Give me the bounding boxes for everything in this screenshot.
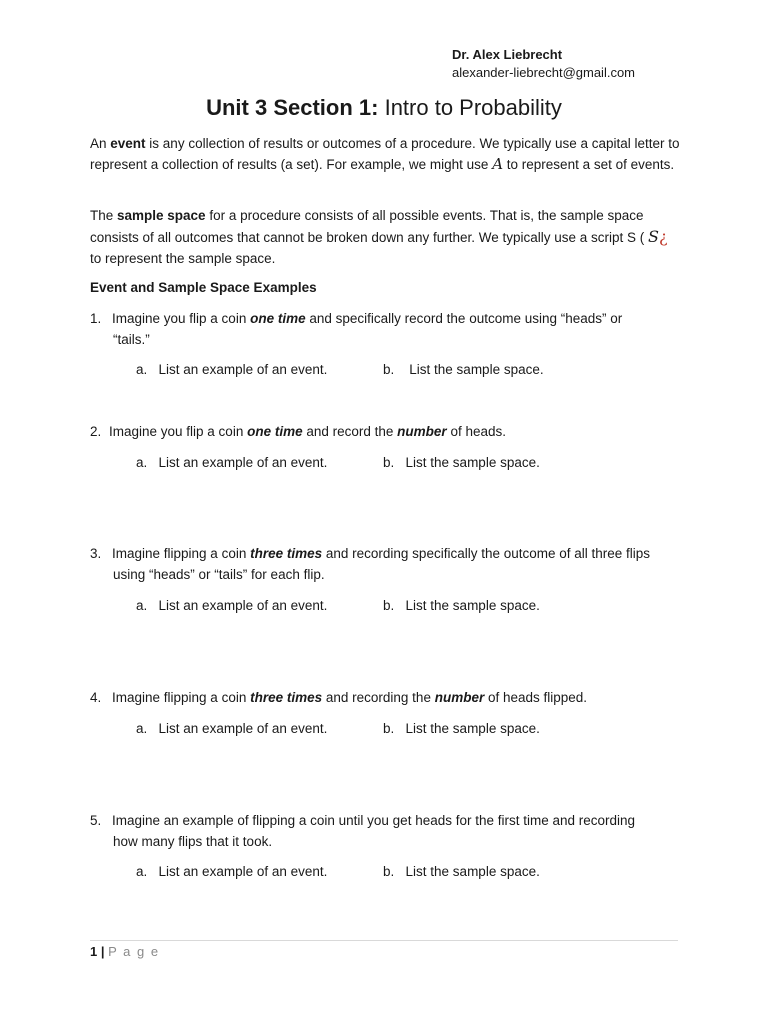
question-number: 5. — [90, 813, 102, 828]
question-text: of heads. — [446, 424, 506, 439]
question-3 — [90, 543, 680, 585]
examples-heading: Event and Sample Space Examples — [90, 280, 317, 295]
q5-sub-b — [383, 861, 540, 882]
page-footer — [90, 943, 160, 961]
sub-a-marker: a. — [136, 598, 148, 613]
question-number: 4. — [90, 690, 102, 705]
sub-a-marker: a. — [136, 455, 148, 470]
question-2 — [90, 421, 680, 442]
question-text: Imagine an example of flipping a coin until you get heads for the first time and recording — [112, 813, 636, 828]
event-term: event — [110, 136, 146, 151]
sample-space-definition — [90, 205, 680, 269]
title-topic: Intro to Probability — [384, 95, 562, 120]
sub-b-marker: b. — [383, 362, 395, 377]
sub-a-text: List an example of an event. — [158, 598, 328, 613]
question-text: Imagine you flip a coin — [112, 311, 251, 326]
question-text: Imagine flipping a coin — [112, 690, 251, 705]
q4-sub-a — [136, 718, 327, 739]
q3-sub-b — [383, 595, 540, 616]
sample-symbol: S — [648, 227, 660, 246]
question-text-line2: “tails.” — [113, 332, 150, 347]
sub-a-marker: a. — [136, 864, 148, 879]
question-emphasis: one time — [247, 424, 303, 439]
sub-b-text: List the sample space. — [405, 721, 540, 736]
question-5 — [90, 810, 680, 852]
question-emphasis: number — [434, 690, 485, 705]
author-name: Dr. Alex Liebrecht — [452, 47, 563, 62]
question-4 — [90, 687, 680, 708]
sub-b-text: List the sample space. — [409, 362, 544, 377]
event-text-3: to represent a set of events. — [503, 157, 675, 172]
footer-separator: | — [100, 944, 105, 959]
footer-divider — [90, 940, 678, 941]
question-emphasis: three times — [250, 546, 323, 561]
question-number: 1. — [90, 311, 102, 326]
question-text: and record the — [302, 424, 398, 439]
sub-b-text: List the sample space. — [405, 455, 540, 470]
event-definition — [90, 133, 680, 175]
q4-sub-b — [383, 718, 540, 739]
sub-b-marker: b. — [383, 455, 395, 470]
q5-sub-a — [136, 861, 327, 882]
event-symbol: A — [492, 155, 504, 173]
sample-text-2: for a procedure consists of all possible events. That is, the sample space consists of all outcomes that cannot be broken down any further. We typically use a script S ( — [90, 208, 645, 245]
question-text: and specifically record the outcome using “heads” or — [305, 311, 623, 326]
sub-a-marker: a. — [136, 362, 148, 377]
page-title — [0, 94, 768, 122]
title-unit: Unit 3 Section 1: — [206, 95, 379, 120]
q3-sub-a — [136, 595, 327, 616]
question-text: of heads flipped. — [484, 690, 588, 705]
q2-sub-b — [383, 452, 540, 473]
event-text-2: is any collection of results or outcomes of a procedure. We typically use a capital letter to represent a collection of results (a set). For example, we might use — [90, 136, 680, 172]
page-label: P a g e — [108, 944, 160, 959]
q2-sub-a — [136, 452, 327, 473]
sub-a-text: List an example of an event. — [158, 362, 328, 377]
question-text: Imagine flipping a coin — [112, 546, 251, 561]
sub-b-marker: b. — [383, 598, 395, 613]
sample-text-3: to represent the sample space. — [90, 251, 276, 266]
sub-a-marker: a. — [136, 721, 148, 736]
question-text-line2: using “heads” or “tails” for each flip. — [113, 567, 325, 582]
sample-term: sample space — [117, 208, 206, 223]
question-1 — [90, 308, 680, 350]
sub-a-text: List an example of an event. — [158, 721, 328, 736]
sub-a-text: List an example of an event. — [158, 455, 328, 470]
sub-b-text: List the sample space. — [405, 864, 540, 879]
sub-b-marker: b. — [383, 721, 395, 736]
author-block — [452, 46, 635, 82]
sub-b-text: List the sample space. — [405, 598, 540, 613]
author-email: alexander-liebrecht@gmail.com — [452, 65, 635, 80]
question-emphasis: three times — [250, 690, 323, 705]
page-number: 1 — [90, 944, 98, 959]
question-emphasis: one time — [250, 311, 306, 326]
q1-sub-b — [383, 359, 544, 380]
question-emphasis: number — [397, 424, 447, 439]
sample-invalid-char: ¿ — [659, 227, 668, 246]
question-text: and recording the — [322, 690, 435, 705]
question-text-line2: how many flips that it took. — [113, 834, 273, 849]
event-text-1: An — [90, 136, 111, 151]
q1-sub-a — [136, 359, 327, 380]
question-number: 2. — [90, 424, 102, 439]
sample-text-1: The — [90, 208, 118, 223]
question-text: and recording specifically the outcome of all three flips — [322, 546, 651, 561]
sub-a-text: List an example of an event. — [158, 864, 328, 879]
question-text: Imagine you flip a coin — [109, 424, 248, 439]
question-number: 3. — [90, 546, 102, 561]
sub-b-marker: b. — [383, 864, 395, 879]
